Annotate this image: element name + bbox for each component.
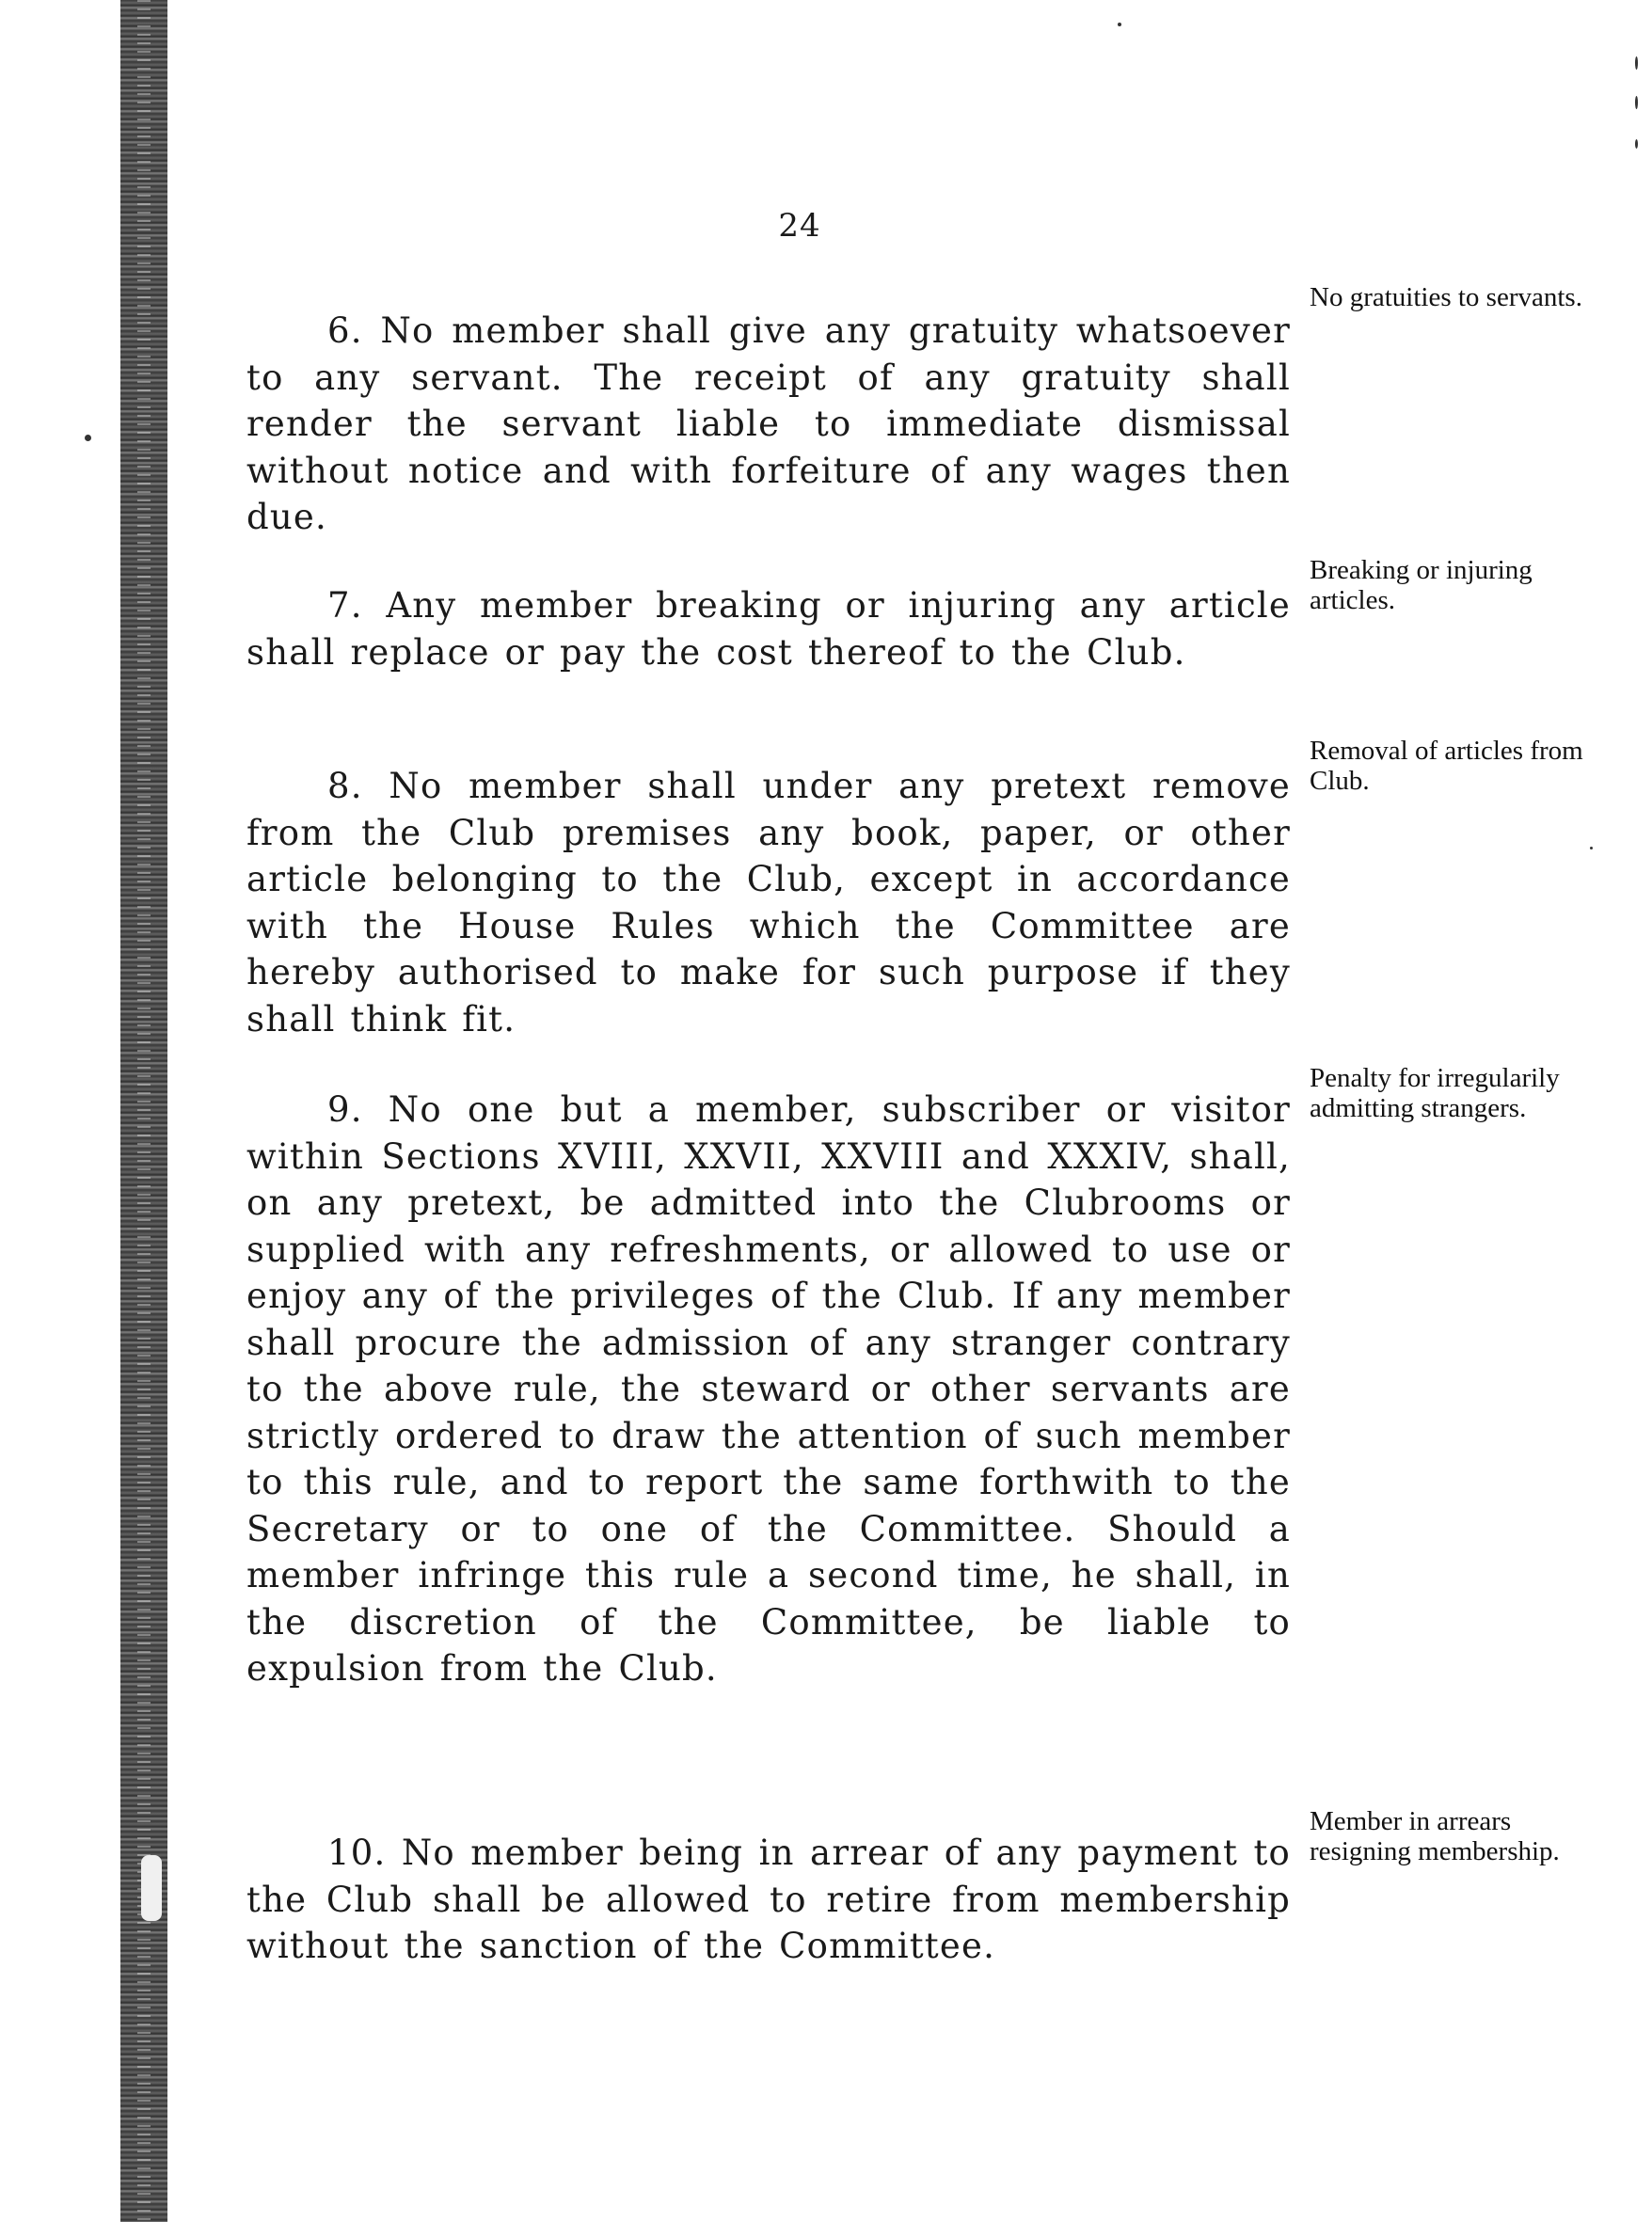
scan-speck (85, 435, 91, 441)
rule-7-paragraph: 7. Any member breaking or injuring any article shall replace or pay the cost thereof to the Club. (246, 585, 1291, 673)
scan-speck (1635, 139, 1638, 149)
rule-6-margin-note: No gratuities to servants. (1310, 282, 1582, 312)
scan-speck (1635, 96, 1638, 109)
rule-10-margin-note: Member in arrears resigning membership. (1310, 1806, 1560, 1866)
rule-10-paragraph: 10. No member being in arrear of any payment to the Club shall be allowed to retire from membership without the sanction of the Committee. (246, 1833, 1291, 1966)
scan-speck (1118, 23, 1121, 26)
rule-7-margin-note: Breaking or injuring articles. (1310, 555, 1533, 615)
rule-6-paragraph: 6. No member shall give any gratuity whatsoever to any servant. The receipt of any gratuity shall render the servant liable to immediate dismissal without notice and with forfeiture of any wages then due. (246, 310, 1291, 537)
rule-9-margin-note: Penalty for irregularily admitting strangers. (1310, 1063, 1560, 1123)
scan-speck (1635, 56, 1638, 70)
rule-9-paragraph: 9. No one but a member, subscriber or visitor within Sections XVIII, XXVII, XXVIII and XXXIV, shall, on any pretext, be admitted into the Clubrooms or supplied with any refreshments, or allowed to use or enjoy any of the privileges of the Club. If any member shall procure the admission of any stranger contrary to the above rule, the steward or other servants are strictly ordered to draw the attention of such member to this rule, and to report the same forthwith to the Secretary or to one of the Committee. Should a member infringe this rule a second time, he shall, in the discretion of the Committee, be liable to expulsion from the Club. (246, 1089, 1291, 1689)
page-number: 24 (778, 207, 821, 245)
scan-speck (1590, 847, 1593, 849)
binding-hole (141, 1855, 162, 1921)
rule-8-paragraph: 8. No member shall under any pretext remove from the Club premises any book, paper, or other article belonging to the Club, except in accordance with the House Rules which the Committee are hereby authorised to make for such purpose if they shall think fit. (246, 766, 1291, 1040)
rule-8-margin-note: Removal of articles from Club. (1310, 736, 1583, 796)
